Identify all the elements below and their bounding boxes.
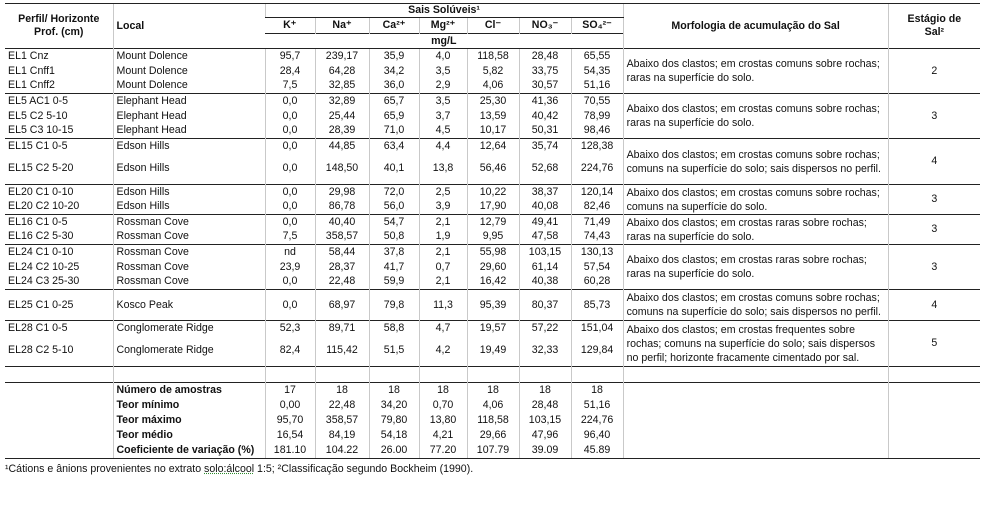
- table-row: [5, 94, 980, 109]
- cell-no3: 47,58: [519, 230, 571, 245]
- header-estagio-line2: Sal²: [924, 26, 945, 38]
- stats-k: 181.10: [265, 443, 315, 459]
- stats-ca: 26.00: [369, 443, 419, 459]
- cell-morfologia: Abaixo dos clastos; em crostas raras sobre rochas; raras na superfície do solo.: [623, 245, 888, 290]
- cell-na: 22,48: [315, 275, 369, 290]
- cell-na: 64,28: [315, 64, 369, 79]
- stats-ca: 54,18: [369, 428, 419, 443]
- cell-so4: 51,16: [571, 79, 623, 94]
- footnote: [5, 463, 980, 475]
- table-row: [5, 49, 980, 64]
- cell-na: 32,85: [315, 79, 369, 94]
- soil-salts-table: [5, 3, 980, 459]
- cell-estagio: 2: [888, 49, 980, 94]
- cell-no3: 35,74: [519, 139, 571, 154]
- cell-no3: 33,75: [519, 64, 571, 79]
- cell-mg: 11,3: [419, 290, 467, 321]
- cell-cl: 12,64: [467, 139, 519, 154]
- table-row: [5, 139, 980, 154]
- stats-label: Teor máximo: [113, 413, 265, 428]
- stats-ca: 18: [369, 383, 419, 399]
- separator-cell: [623, 367, 888, 383]
- cell-mg: 13,8: [419, 154, 467, 185]
- cell-na: 29,98: [315, 185, 369, 200]
- cell-perfil: EL24 C3 25-30: [8, 275, 80, 288]
- header-ion-mg: Mg²⁺: [419, 18, 467, 34]
- cell-so4: 224,76: [571, 154, 623, 185]
- stats-cl: 29,66: [467, 428, 519, 443]
- cell-cl: 56,46: [467, 154, 519, 185]
- stats-empty-cell: [5, 428, 113, 443]
- cell-ca: 56,0: [369, 200, 419, 215]
- stats-k: 16,54: [265, 428, 315, 443]
- stats-row: [5, 383, 980, 399]
- cell-no3: 50,31: [519, 124, 571, 139]
- cell-perfil: EL1 Cnff2: [8, 79, 55, 92]
- cell-perfil: EL25 C1 0-25: [5, 290, 113, 321]
- header-ion-so4: SO₄²⁻: [571, 18, 623, 34]
- footnote-text-2: 1:5; ²Classificação segundo Bockheim (1990).: [254, 463, 474, 475]
- stats-cl: 18: [467, 383, 519, 399]
- cell-ca: 54,7: [369, 215, 419, 230]
- cell-k: nd: [265, 245, 315, 260]
- cell-perfil: EL16 C2 5-30: [8, 230, 74, 243]
- cell-k: 95,7: [265, 49, 315, 64]
- cell-local: Edson Hills: [113, 200, 265, 215]
- separator-cell: [315, 367, 369, 383]
- cell-so4: 120,14: [571, 185, 623, 200]
- cell-cl: 12,79: [467, 215, 519, 230]
- stats-empty-cell: [623, 413, 888, 428]
- cell-perfil: EL15 C1 0-5: [5, 139, 113, 154]
- stats-ca: 34,20: [369, 398, 419, 413]
- table-header: [5, 4, 980, 49]
- cell-perfil: EL1 Cnz: [5, 49, 113, 64]
- cell-ca: 51,5: [369, 336, 419, 367]
- stats-empty-cell: [5, 413, 113, 428]
- cell-no3: 38,37: [519, 185, 571, 200]
- stats-empty-cell: [888, 443, 980, 459]
- cell-local: Rossman Cove: [113, 245, 265, 260]
- cell-no3: 28,48: [519, 49, 571, 64]
- cell-na: 44,85: [315, 139, 369, 154]
- table-row: [5, 185, 980, 200]
- cell-k: 0,0: [265, 154, 315, 185]
- cell-k: 52,3: [265, 321, 315, 336]
- header-ion-no3: NO₃⁻: [519, 18, 571, 34]
- cell-cl: 16,42: [467, 275, 519, 290]
- header-sais-soluveis: Sais Solúveis¹: [265, 4, 623, 18]
- cell-ca: 34,2: [369, 64, 419, 79]
- separator-cell: [467, 367, 519, 383]
- cell-perfil: EL5 C2 5-10: [8, 109, 68, 122]
- separator-cell: [519, 367, 571, 383]
- cell-ca: 59,9: [369, 275, 419, 290]
- cell-cl: 55,98: [467, 245, 519, 260]
- cell-perfil: EL5 C3 10-15: [8, 124, 74, 137]
- stats-cl: 107.79: [467, 443, 519, 459]
- cell-na: 358,57: [315, 230, 369, 245]
- cell-na: 40,40: [315, 215, 369, 230]
- cell-k: 0,0: [265, 215, 315, 230]
- cell-so4: 82,46: [571, 200, 623, 215]
- cell-k: 28,4: [265, 64, 315, 79]
- separator-cell: [571, 367, 623, 383]
- stats-so4: 96,40: [571, 428, 623, 443]
- header-estagio: [888, 4, 980, 49]
- stats-empty-cell: [888, 383, 980, 399]
- stats-row: [5, 413, 980, 428]
- cell-morfologia: Abaixo dos clastos; em crostas frequentes sobre rochas; comuns na superfície do solo; sais dispersos no perfil; horizonte fracamente cimentado por sal.: [623, 321, 888, 367]
- cell-perfil: EL24 C2 10-25: [8, 260, 80, 273]
- cell-so4: 129,84: [571, 336, 623, 367]
- header-ion-cl: Cl⁻: [467, 18, 519, 34]
- separator-row: [5, 367, 980, 383]
- cell-ca: 41,7: [369, 260, 419, 275]
- stats-empty-cell: [888, 428, 980, 443]
- cell-k: 0,0: [265, 200, 315, 215]
- cell-estagio: 3: [888, 245, 980, 290]
- stats-empty-cell: [5, 443, 113, 459]
- table-row: [5, 245, 980, 260]
- cell-local: Kosco Peak: [113, 290, 265, 321]
- cell-mg: 4,5: [419, 124, 467, 139]
- cell-na: 58,44: [315, 245, 369, 260]
- stats-so4: 18: [571, 383, 623, 399]
- separator-cell: [419, 367, 467, 383]
- stats-k: 17: [265, 383, 315, 399]
- stats-no3: 103,15: [519, 413, 571, 428]
- cell-so4: 128,38: [571, 139, 623, 154]
- cell-so4: 71,49: [571, 215, 623, 230]
- cell-morfologia: Abaixo dos clastos; em crostas comuns sobre rochas; comuns na superfície do solo.: [623, 185, 888, 215]
- cell-ca: 63,4: [369, 139, 419, 154]
- cell-mg: 3,5: [419, 64, 467, 79]
- table-row: [5, 290, 980, 321]
- cell-k: 23,9: [265, 260, 315, 275]
- cell-cl: 25,30: [467, 94, 519, 109]
- stats-na: 18: [315, 383, 369, 399]
- cell-mg: 2,5: [419, 185, 467, 200]
- cell-morfologia: Abaixo dos clastos; em crostas comuns sobre rochas; raras na superfície do solo.: [623, 49, 888, 94]
- cell-k: 82,4: [265, 336, 315, 367]
- cell-cl: 13,59: [467, 109, 519, 124]
- cell-mg: 2,1: [419, 275, 467, 290]
- table-row: [5, 321, 980, 336]
- header-ion-ca: Ca²⁺: [369, 18, 419, 34]
- cell-k: 0,0: [265, 185, 315, 200]
- cell-no3: 32,33: [519, 336, 571, 367]
- cell-so4: 85,73: [571, 290, 623, 321]
- cell-no3: 61,14: [519, 260, 571, 275]
- cell-ca: 79,8: [369, 290, 419, 321]
- cell-cl: 29,60: [467, 260, 519, 275]
- cell-local: Rossman Cove: [113, 230, 265, 245]
- cell-cl: 17,90: [467, 200, 519, 215]
- stats-empty-cell: [5, 383, 113, 399]
- cell-so4: 74,43: [571, 230, 623, 245]
- stats-mg: 0,70: [419, 398, 467, 413]
- cell-so4: 60,28: [571, 275, 623, 290]
- stats-no3: 39.09: [519, 443, 571, 459]
- stats-label: Teor mínimo: [113, 398, 265, 413]
- separator-cell: [5, 367, 113, 383]
- header-perfil: [5, 4, 113, 49]
- stats-k: 0,00: [265, 398, 315, 413]
- cell-k: 7,5: [265, 230, 315, 245]
- stats-row: [5, 443, 980, 459]
- cell-estagio: 4: [888, 290, 980, 321]
- stats-k: 95,70: [265, 413, 315, 428]
- cell-perfil: EL20 C1 0-10: [5, 185, 113, 200]
- stats-na: 22,48: [315, 398, 369, 413]
- cell-no3: 49,41: [519, 215, 571, 230]
- stats-mg: 18: [419, 383, 467, 399]
- cell-so4: 57,54: [571, 260, 623, 275]
- cell-perfil: EL28 C1 0-5: [5, 321, 113, 336]
- stats-row: [5, 398, 980, 413]
- cell-ca: 35,9: [369, 49, 419, 64]
- cell-k: 0,0: [265, 139, 315, 154]
- stats-label: Coeficiente de variação (%): [113, 443, 265, 459]
- cell-morfologia: Abaixo dos clastos; em crostas raras sobre rochas; raras na superfície do solo.: [623, 215, 888, 245]
- header-ion-na: Na⁺: [315, 18, 369, 34]
- stats-mg: 13,80: [419, 413, 467, 428]
- cell-cl: 10,17: [467, 124, 519, 139]
- cell-local: Elephant Head: [113, 94, 265, 109]
- stats-empty-cell: [623, 443, 888, 459]
- cell-perfil: EL5 AC1 0-5: [5, 94, 113, 109]
- cell-estagio: 3: [888, 94, 980, 139]
- header-local: Local: [113, 4, 265, 49]
- separator-cell: [369, 367, 419, 383]
- table-body: [5, 49, 980, 459]
- separator-cell: [888, 367, 980, 383]
- cell-no3: 41,36: [519, 94, 571, 109]
- soil-salts-table-container: [5, 3, 980, 475]
- header-perfil-line2: Prof. (cm): [34, 26, 84, 38]
- separator-cell: [113, 367, 265, 383]
- header-estagio-line1: Estágio de: [907, 13, 962, 25]
- cell-cl: 95,39: [467, 290, 519, 321]
- cell-na: 148,50: [315, 154, 369, 185]
- separator-cell: [265, 367, 315, 383]
- cell-local: Mount Dolence: [113, 49, 265, 64]
- cell-cl: 10,22: [467, 185, 519, 200]
- cell-local: Edson Hills: [113, 154, 265, 185]
- cell-morfologia: Abaixo dos clastos; em crostas comuns sobre rochas; comuns na superfície do solo; sais dispersos no perfil.: [623, 290, 888, 321]
- cell-ca: 65,9: [369, 109, 419, 124]
- cell-so4: 98,46: [571, 124, 623, 139]
- cell-so4: 78,99: [571, 109, 623, 124]
- cell-cl: 9,95: [467, 230, 519, 245]
- cell-k: 0,0: [265, 94, 315, 109]
- cell-k: 0,0: [265, 109, 315, 124]
- footnote-text-1: ¹Cátions e ânions provenientes no extrato: [5, 463, 205, 475]
- header-morfologia: Morfologia de acumulação do Sal: [623, 4, 888, 49]
- cell-so4: 130,13: [571, 245, 623, 260]
- header-perfil-line1: Perfil/ Horizonte: [18, 13, 100, 25]
- cell-so4: 54,35: [571, 64, 623, 79]
- stats-cl: 118,58: [467, 413, 519, 428]
- cell-ca: 65,7: [369, 94, 419, 109]
- cell-no3: 52,68: [519, 154, 571, 185]
- cell-perfil: EL16 C1 0-5: [5, 215, 113, 230]
- stats-mg: 77.20: [419, 443, 467, 459]
- cell-ca: 40,1: [369, 154, 419, 185]
- cell-so4: 151,04: [571, 321, 623, 336]
- cell-so4: 70,55: [571, 94, 623, 109]
- cell-mg: 2,1: [419, 245, 467, 260]
- cell-estagio: 3: [888, 215, 980, 245]
- cell-morfologia: Abaixo dos clastos; em crostas comuns sobre rochas; raras na superfície do solo.: [623, 94, 888, 139]
- cell-na: 86,78: [315, 200, 369, 215]
- cell-k: 0,0: [265, 290, 315, 321]
- cell-cl: 4,06: [467, 79, 519, 94]
- cell-ca: 37,8: [369, 245, 419, 260]
- cell-ca: 71,0: [369, 124, 419, 139]
- stats-so4: 224,76: [571, 413, 623, 428]
- cell-perfil: EL1 Cnff1: [8, 64, 55, 77]
- cell-no3: 40,42: [519, 109, 571, 124]
- stats-label: Teor médio: [113, 428, 265, 443]
- cell-k: 7,5: [265, 79, 315, 94]
- cell-mg: 4,7: [419, 321, 467, 336]
- stats-cl: 4,06: [467, 398, 519, 413]
- stats-label: Número de amostras: [113, 383, 265, 399]
- cell-mg: 1,9: [419, 230, 467, 245]
- cell-morfologia: Abaixo dos clastos; em crostas comuns sobre rochas; comuns na superfície do solo; sais dispersos no perfil.: [623, 139, 888, 185]
- cell-ca: 36,0: [369, 79, 419, 94]
- cell-cl: 5,82: [467, 64, 519, 79]
- cell-ca: 50,8: [369, 230, 419, 245]
- cell-mg: 2,1: [419, 215, 467, 230]
- cell-perfil: EL24 C1 0-10: [5, 245, 113, 260]
- cell-mg: 4,0: [419, 49, 467, 64]
- stats-ca: 79,80: [369, 413, 419, 428]
- stats-empty-cell: [888, 398, 980, 413]
- cell-local: Edson Hills: [113, 185, 265, 200]
- cell-estagio: 4: [888, 139, 980, 185]
- stats-empty-cell: [623, 428, 888, 443]
- cell-k: 0,0: [265, 275, 315, 290]
- cell-perfil: EL15 C2 5-20: [8, 162, 74, 175]
- cell-na: 32,89: [315, 94, 369, 109]
- cell-no3: 103,15: [519, 245, 571, 260]
- stats-empty-cell: [5, 398, 113, 413]
- cell-perfil: EL28 C2 5-10: [8, 344, 74, 357]
- cell-estagio: 5: [888, 321, 980, 367]
- footnote-solo-alcool: solo:álcool: [204, 463, 255, 475]
- stats-empty-cell: [623, 398, 888, 413]
- stats-so4: 45.89: [571, 443, 623, 459]
- cell-local: Rossman Cove: [113, 275, 265, 290]
- cell-no3: 57,22: [519, 321, 571, 336]
- cell-local: Rossman Cove: [113, 260, 265, 275]
- cell-na: 68,97: [315, 290, 369, 321]
- cell-k: 0,0: [265, 124, 315, 139]
- cell-mg: 4,4: [419, 139, 467, 154]
- cell-na: 89,71: [315, 321, 369, 336]
- cell-cl: 118,58: [467, 49, 519, 64]
- cell-mg: 2,9: [419, 79, 467, 94]
- cell-na: 28,37: [315, 260, 369, 275]
- stats-na: 104.22: [315, 443, 369, 459]
- cell-mg: 3,9: [419, 200, 467, 215]
- cell-local: Conglomerate Ridge: [113, 336, 265, 367]
- header-ion-k: K⁺: [283, 19, 297, 31]
- cell-no3: 30,57: [519, 79, 571, 94]
- stats-empty-cell: [888, 413, 980, 428]
- cell-local: Mount Dolence: [113, 64, 265, 79]
- stats-no3: 28,48: [519, 398, 571, 413]
- cell-na: 239,17: [315, 49, 369, 64]
- cell-local: Mount Dolence: [113, 79, 265, 94]
- cell-local: Elephant Head: [113, 124, 265, 139]
- cell-na: 115,42: [315, 336, 369, 367]
- table-row: [5, 215, 980, 230]
- cell-no3: 80,37: [519, 290, 571, 321]
- cell-so4: 65,55: [571, 49, 623, 64]
- cell-na: 25,44: [315, 109, 369, 124]
- cell-no3: 40,08: [519, 200, 571, 215]
- cell-mg: 0,7: [419, 260, 467, 275]
- cell-mg: 3,7: [419, 109, 467, 124]
- cell-cl: 19,49: [467, 336, 519, 367]
- cell-no3: 40,38: [519, 275, 571, 290]
- cell-local: Rossman Cove: [113, 215, 265, 230]
- stats-na: 358,57: [315, 413, 369, 428]
- cell-mg: 3,5: [419, 94, 467, 109]
- cell-perfil: EL20 C2 10-20: [8, 200, 80, 213]
- cell-mg: 4,2: [419, 336, 467, 367]
- stats-na: 84,19: [315, 428, 369, 443]
- cell-na: 28,39: [315, 124, 369, 139]
- stats-no3: 47,96: [519, 428, 571, 443]
- cell-local: Conglomerate Ridge: [113, 321, 265, 336]
- stats-row: [5, 428, 980, 443]
- cell-local: Elephant Head: [113, 109, 265, 124]
- cell-estagio: 3: [888, 185, 980, 215]
- header-units: mg/L: [265, 34, 623, 49]
- stats-no3: 18: [519, 383, 571, 399]
- cell-ca: 72,0: [369, 185, 419, 200]
- cell-cl: 19,57: [467, 321, 519, 336]
- stats-mg: 4,21: [419, 428, 467, 443]
- stats-empty-cell: [623, 383, 888, 399]
- stats-so4: 51,16: [571, 398, 623, 413]
- cell-local: Edson Hills: [113, 139, 265, 154]
- cell-ca: 58,8: [369, 321, 419, 336]
